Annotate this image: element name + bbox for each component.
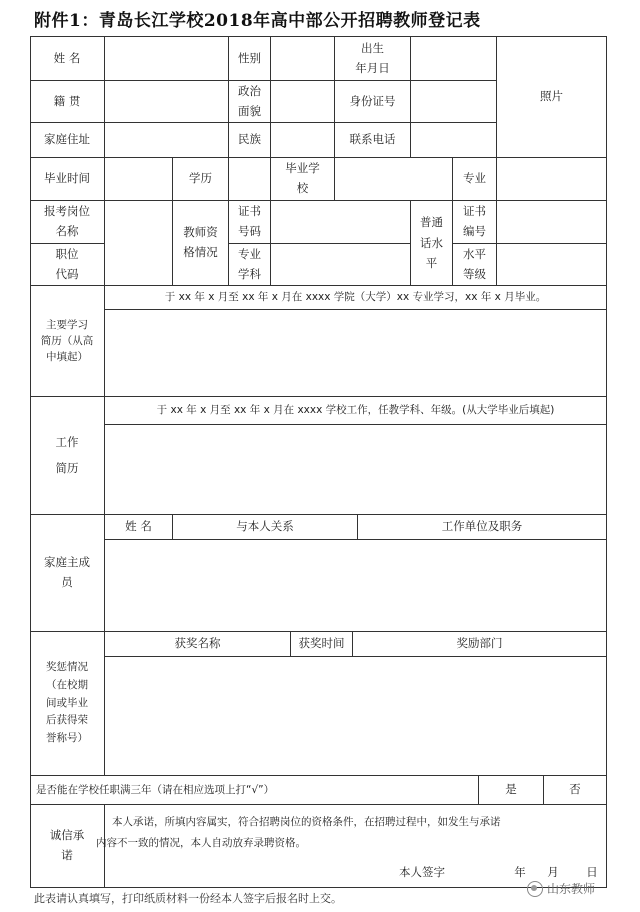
label-certno-line2: 号码 [238,224,261,238]
label-school-line2: 校 [296,181,309,195]
label-cert-line1: 教师资 [183,225,218,240]
signature-input[interactable] [452,864,512,882]
grad-time-input[interactable] [105,158,172,200]
footnote: 此表请认真填写，打印纸质材料一份经本人签字后报名时上交。 [34,892,342,905]
label-certid-line2: 编号 [463,224,486,238]
label-work-line2: 简历 [55,460,79,475]
label-subject-line2: 学科 [238,266,261,281]
label-promise-line1: 诚信承 [49,828,85,843]
commit-no-option[interactable]: 否 [569,782,581,797]
label-cert-no [229,201,270,243]
birth-input[interactable] [411,37,496,80]
post-input[interactable] [105,201,172,285]
label-promise [30,805,104,887]
name-input[interactable] [105,37,228,80]
label-family-line1: 家庭主成 [44,555,90,570]
cert-id-input[interactable] [497,201,606,243]
cert-no-input[interactable] [271,201,410,243]
ethnicity-input[interactable] [271,123,334,157]
label-major: 专业 [463,171,486,186]
label-political [229,81,270,122]
label-study-resume [30,286,104,396]
native-input[interactable] [105,81,228,122]
study-example-text: 于 xx 年 x 月至 xx 年 x 月在 xxxx 学院（大学）xx 专业学习，xx 年 x 月毕业。 [164,291,547,304]
label-mandarin-line1: 普通 [420,214,443,229]
label-awards-line4: 后获得荣 [46,714,88,727]
family-members-input[interactable] [105,540,606,631]
label-gender: 性别 [238,50,261,65]
label-subject [229,244,270,285]
label-birth-line1: 出生 [361,40,384,55]
label-cert-line2: 格情况 [183,245,218,259]
promise-text-line2: 内容不一致的情况，本人自动放弃录聘资格。 [96,836,306,849]
political-input[interactable] [271,81,334,122]
label-ethnicity: 民族 [238,132,261,147]
label-birth [335,37,410,80]
sign-month-label: 月 [547,865,559,880]
label-grad-time: 毕业时间 [44,171,90,186]
label-family-line2: 员 [61,575,73,589]
label-post-line2: 名称 [55,224,79,238]
label-native: 籍 贯 [53,93,81,108]
awards-col-name: 获奖名称 [174,636,221,651]
label-cert [173,201,228,285]
level-input[interactable] [497,244,606,285]
label-level-line2: 等级 [463,266,486,281]
label-level-line1: 水平 [463,246,486,261]
label-address: 家庭住址 [44,132,90,147]
school-input[interactable] [335,158,452,200]
awards-col-time: 获奖时间 [298,636,345,651]
label-position-code [30,244,104,285]
label-political-line1: 政治 [238,83,261,98]
label-promise-line2: 诺 [61,848,73,862]
wechat-logo-icon [527,881,543,897]
label-code-line2: 代码 [55,266,79,281]
family-col-unit: 工作单位及职务 [441,519,523,534]
watermark-text: 山东教师 [547,882,596,896]
label-certno-line1: 证书 [238,204,261,219]
awards-input[interactable] [105,657,606,775]
label-level [453,244,496,285]
label-awards [30,632,104,775]
subject-input[interactable] [271,244,410,285]
label-study-line3: 中填起） [46,351,88,364]
watermark [527,880,595,897]
sign-year-label: 年 [514,865,526,880]
major-input[interactable] [497,158,606,200]
family-col-name: 姓 名 [125,519,152,534]
label-birth-line2: 年月日 [355,60,390,75]
signature-label: 本人签字 [399,865,445,880]
label-mandarin-line3: 平 [425,256,438,271]
label-political-line2: 面貌 [238,103,261,118]
gender-input[interactable] [271,37,334,80]
label-school-line1: 毕业学 [285,161,320,176]
label-cert-id [453,201,496,243]
label-awards-line1: 奖惩情况 [46,660,88,673]
id-card-input[interactable] [411,81,496,122]
commit-question: 是否能在学校任职满三年（请在相应选项上打“√”） [36,783,275,796]
label-code-line1: 职位 [55,246,79,261]
photo-box[interactable]: 照片 [540,89,563,104]
promise-text-line1: 本人承诺，所填内容属实，符合招聘岗位的资格条件，在招聘过程中，如发生与承诺 [112,815,501,828]
family-col-relation: 与本人关系 [236,519,294,534]
label-post [30,201,104,243]
study-resume-input[interactable] [105,310,606,396]
label-subject-line1: 专业 [238,246,261,261]
phone-input[interactable] [411,123,496,157]
education-input[interactable] [229,158,270,200]
label-education: 学历 [189,171,212,186]
label-phone: 联系电话 [349,132,396,147]
work-resume-input[interactable] [105,425,606,514]
awards-col-dept: 奖励部门 [456,636,503,651]
label-mandarin [411,201,452,285]
work-example-text: 于 xx 年 x 月至 xx 年 x 月在 xxxx 学校工作，任教学科、年级。(从大学毕业后填起) [156,404,555,417]
label-name: 姓 名 [53,50,81,65]
label-awards-line3: 间或毕业 [46,696,88,709]
sign-day-label: 日 [586,865,598,880]
label-school [271,158,334,200]
label-id-card: 身份证号 [349,93,396,108]
page-title: 附件1：青岛长江学校2018年高中部公开招聘教师登记表 [34,11,481,31]
commit-yes-option[interactable]: 是 [505,782,517,797]
label-work-resume [30,397,104,514]
label-work-line1: 工作 [55,435,79,450]
label-study-line2: 简历（从高 [40,334,94,347]
label-mandarin-line2: 话水 [420,235,443,250]
label-post-line1: 报考岗位 [44,204,90,219]
label-awards-line5: 誉称号） [46,732,88,745]
label-family [30,515,104,631]
label-study-line1: 主要学习 [46,318,88,331]
address-input[interactable] [105,123,228,157]
label-awards-line2: （在校期 [46,678,88,691]
label-certid-line1: 证书 [463,204,486,219]
